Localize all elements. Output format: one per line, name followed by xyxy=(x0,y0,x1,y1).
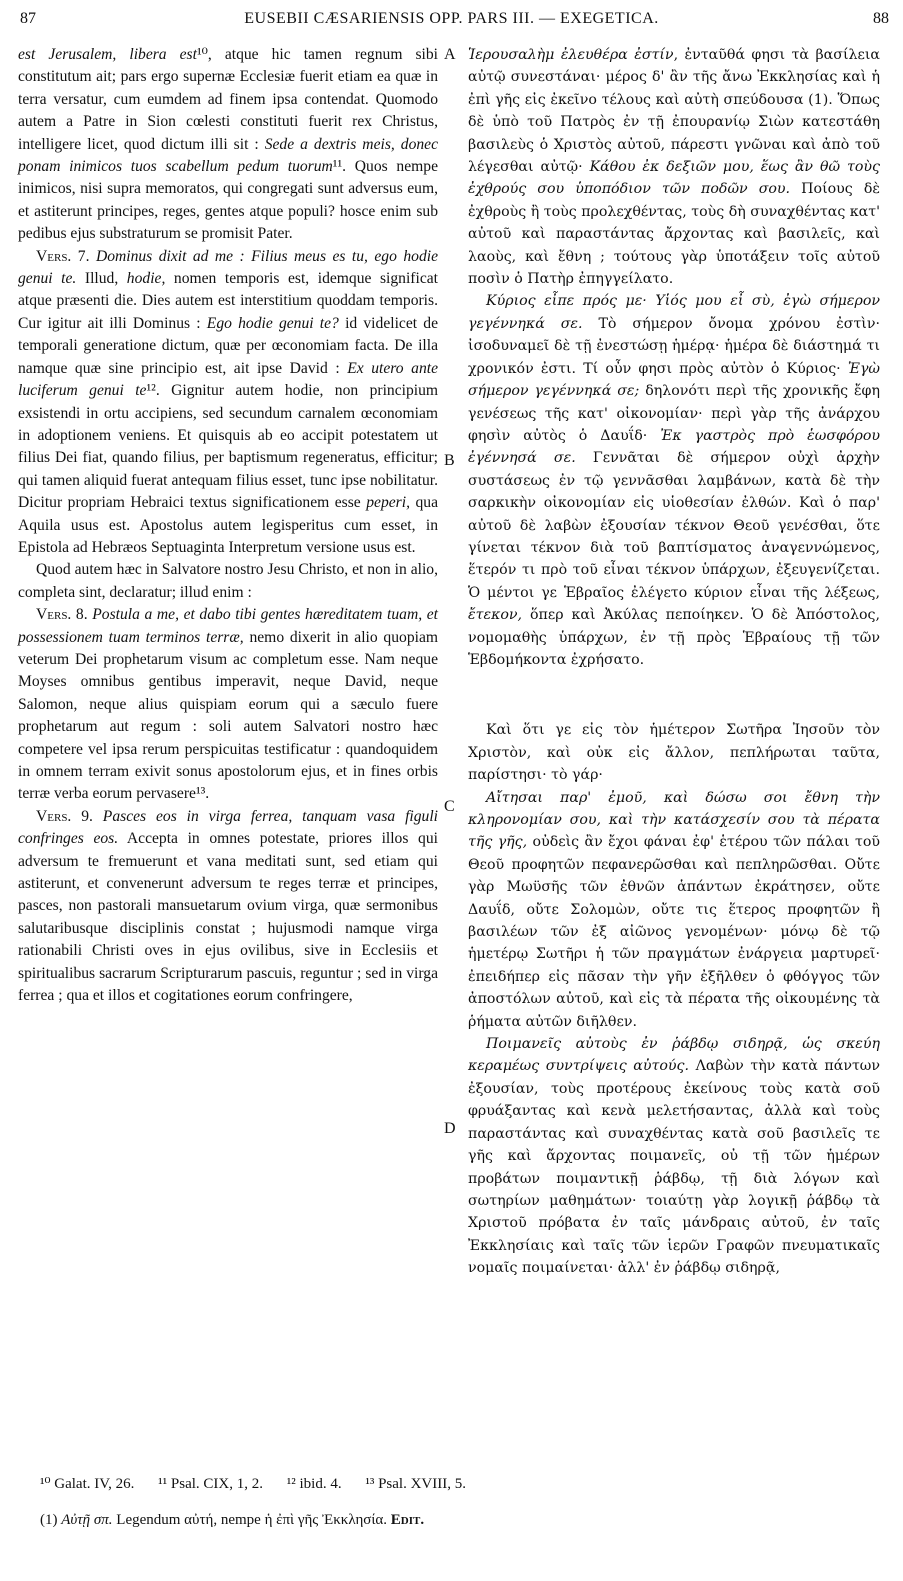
greek-paragraph xyxy=(468,719,880,786)
greek-quote: Ἱερουσαλὴμ ἐλευθέρα ἐστίν xyxy=(468,47,674,63)
note-text: Legendum αὐτή, nempe ἡ ἐπὶ γῆς Ἐκκλησία. xyxy=(116,1512,388,1528)
verse-label: Vers. 7. xyxy=(36,247,90,265)
latin-text: ¹³. xyxy=(195,785,210,803)
latin-paragraph-vers8 xyxy=(18,604,438,806)
latin-paragraph xyxy=(18,559,438,604)
page-number-left: 87 xyxy=(20,10,36,27)
verse-label: Vers. 9. xyxy=(36,807,93,825)
greek-quote: Ποιμανεῖς αὐτοὺς ἐν ῥάβδῳ σιδηρᾷ, ὡς σκεύη κεραμέως συντρίψεις αὐτούς. xyxy=(468,1036,880,1075)
latin-paragraph-vers7 xyxy=(18,246,438,560)
greek-text: Τὸ σήμερον ὄνομα χρόνου ἐστὶν· ἰσοδυναμεῖ δὲ τῇ ἐνεστώσῃ ἡμέρᾳ· ἡμέρα δὲ διάστημά τι χρονικόν ἐστι. Τί οὖν φησι πρὸς αὐτὸν ὁ Κύριος· xyxy=(468,315,881,377)
note-signature: Edit. xyxy=(390,1512,425,1528)
margin-letter-a: A xyxy=(444,46,456,63)
greek-text: Λαβὼν τὴν κατὰ πάντων ἐξουσίαν, τοὺς προτέρους ἐκείνους τοὺς κατὰ σοῦ φρυάξαντας καὶ κενὰ μελετήσαντας, ἀλλὰ καὶ τοὺς παραστάντας καὶ συναχθέντας κατὰ σοῦ βασιλεῖς τε γῆς καὶ ἄρχοντας ποιμανεῖς, οὐ τῇ τῶν ἡμέρων προβάτων ποιμαντικῇ ῥάβδῳ, τῇ διὰ λόγων καὶ σωτηρίων μαθημάτων· τοιαύτῃ γὰρ λογικῇ ῥάβδῳ τὰ Χριστοῦ πρόβατα ἐν ταῖς μάνδραις αὐτοῦ, ἐν ταῖς Ἐκκλησίαις καὶ ταῖς τῶν ἱερῶν Γραφῶν πνευματικαῖς νομαῖς ποιμαίνεται· ἀλλ' ἐν ῥάβδῳ σιδηρᾷ, xyxy=(468,1058,880,1277)
greek-quote: Ἐκ γαστρὸς πρὸ ἑωσφόρου ἐγέννησά σε. xyxy=(468,427,880,467)
latin-quote: Postula a me, et dabo tibi gentes hæreditatem tuam, et possessionem tuam terminos terræ, xyxy=(18,606,438,646)
latin-text: id videlicet de temporali generatione dictum, quæ per œconomiam facta. De illa namque quæ sine principio est, ait ipse David : xyxy=(18,314,438,377)
latin-quote: est Jerusalem, libera est xyxy=(18,46,197,63)
editor-note xyxy=(40,1512,880,1529)
page-number-right: 88 xyxy=(873,10,889,27)
greek-paragraph xyxy=(468,1033,880,1279)
running-title: EUSEBII CÆSARIENSIS OPP. PARS III. — EXEGETICA. xyxy=(244,10,659,27)
greek-quote: Αἴτησαι παρ' ἐμοῦ, καὶ δώσω σοι ἔθνη τὴν κληρονομίαν σου, καὶ τὴν κατάσχεσίν σου τὰ πέρατα τῆς γῆς, xyxy=(468,789,880,851)
footnote: ¹⁰ Galat. IV, 26. xyxy=(40,1476,135,1492)
greek-quote: ἔτεκον, xyxy=(468,607,523,624)
latin-column xyxy=(18,44,438,1007)
latin-text: qua Aquila usus est. Apostolus autem legisperitus cum esset, in Epistola ad Hebræos Septuaginta Interpretum versione usus est. xyxy=(18,494,438,556)
latin-text: Accepta in omnes potestate, priores illos qui adversum te fremuerunt et vana meditati sunt, sed etiam qui astiterunt, et convenerunt adversum te reges terræ et principes, pasces, non pastorali mansuetarum ovium virga, quæ sermonibus salutaribusque disciplinis constat ; hujusmodi namque virga rationabili Christi oves in ejus ovilibus, sive in Ecclesiis et spiritualibus sacrarum Scripturarum pascuis, reguntur ; sed in virga ferrea ; qua et illos et cogitationes eorum confringere, xyxy=(18,830,438,1005)
latin-text: nomen temporis est, idemque significat atque præsenti die. Dies autem est interstitium quoddam temporis. Cur igitur ait illi Dominus : xyxy=(18,270,438,332)
greek-text: δηλονότι περὶ τῆς χρονικῆς ἔφη γενέσεως τῆς κατ' οἰκονομίαν· περὶ γὰρ τῆς ἀνάρχου φησὶν αὐτὸς ὁ Δαυΐδ· xyxy=(468,383,880,444)
latin-quote: Pasces eos in virga ferrea, tanquam vasa figuli confringes eos. xyxy=(18,807,438,848)
greek-quote: Κάθου ἐκ δεξιῶν μου, ἕως ἂν θῶ τοὺς ἐχθρούς σου ὑποπόδιον τῶν ποδῶν σου. xyxy=(468,159,881,198)
latin-quote: peperi, xyxy=(366,494,410,512)
margin-letter-d: D xyxy=(444,1120,456,1137)
footnote: ¹¹ Psal. CIX, 1, 2. xyxy=(158,1476,263,1492)
greek-text: ὅπερ καὶ Ἀκύλας πεποίηκεν. Ὁ δὲ Ἀπόστολος, νομομαθὴς ὑπάρχων, ἐν τῇ πρὸς Ἑβραίους τῇ τῶν Ἑβδομήκοντα ἐχρήσατο. xyxy=(468,607,880,668)
latin-quote: hodie, xyxy=(126,270,166,288)
greek-text: Ποίους δὲ ἐχθροὺς ἢ τοὺς προλεχθέντας, τοὺς δὴ συναχθέντας κατ' αὐτοῦ καὶ παραστάντας ἄρχοντας καὶ βασιλεῖς, καὶ λαοὺς, καὶ ἔθνη ; τούτους γὰρ ὑποτάξειν τοῖς αὐτοῦ ποσὶν ὁ Πατὴρ ἐπηγγείλατο. xyxy=(468,181,880,288)
greek-text: Καὶ ὅτι γε εἰς τὸν ἡμέτερον Σωτῆρα Ἰησοῦν τὸν Χριστὸν, καὶ οὐκ εἰς ἄλλον, πεπλήρωται ταῦτα, παρίστησι· τὸ γάρ· xyxy=(468,722,880,784)
footnotes xyxy=(40,1474,880,1493)
latin-text: ¹¹. Quos nempe inimicos, nisi supra memoratos, qui congregati sunt adversus eum, et astiterunt principes, reges, gentes atque populi? hosce enim sub pedibus ejus substraturum se promisit Pater. xyxy=(18,158,438,243)
latin-text: Quod autem hæc in Salvatore nostro Jesu Christo, et non in alio, completa sint, declaratur; illud enim : xyxy=(18,561,438,601)
greek-paragraph xyxy=(468,787,880,1033)
greek-text: , ἐνταῦθά φησι τὰ βασίλεια αὐτῷ συνεστάναι· μέρος δ' ἂν τῆς ἄνω Ἐκκλησίας καὶ ἡ ἐπὶ γῆς εἰς ἐκεῖνο τέλους καὶ αὐτὴ σπεύδουσα (1). Ὅπως δὲ ὑπὸ τοῦ Πατρὸς ἐν τῇ ἐπουρανίῳ Σιὼν κατεστάθη βασιλεὺς ὁ Χριστὸς αὐτοῦ, πάρεστι γνῶναι καὶ ἀπὸ τοῦ λέγεσθαι αὐτῷ· xyxy=(468,47,880,176)
note-marker: (1) xyxy=(40,1512,58,1528)
greek-column xyxy=(468,44,880,1280)
greek-text: Γεννᾶται δὲ σήμερον οὐχὶ ἀρχὴν συστάσεως ἐν τῷ γεννᾶσθαι λαμβάνων, κατὰ δὲ τὴν σαρκικὴν οἰκονομίαν εἰς υἱοθεσίαν ἐλθών. Καὶ ὁ παρ' αὐτοῦ δὲ λαβὼν ἐξουσίαν τέκνον Θεοῦ γενέσθαι, ὅτε γίνεται τέκνον διὰ τοῦ βαπτίσματος ἀναγεννώμενος, ἕτερόν τι πρὸ τοῦ εἶναι τέκνον ὑπάρχων, ἐξευγενίζεται. Ὁ μέντοι γε Ἑβραῖος ἐλέγετο κύριον εἶναι τῆς λέξεως, xyxy=(468,450,880,601)
greek-quote: Κύριος εἶπε πρός με· Υἱός μου εἶ σὺ, ἐγὼ σήμερον γεγέννηκά σε. xyxy=(468,293,880,332)
latin-quote: Ex utero ante luciferum genui te xyxy=(18,359,438,400)
greek-paragraph xyxy=(468,290,880,671)
latin-paragraph xyxy=(18,44,438,246)
latin-text: ¹⁰, atque hic tamen regnum sibi constitutum ait; pars ergo supernæ Ecclesiæ fuerit etiam ea quæ in terra versatur, cum eumdem ad finem ipsa contendat. Quomodo autem a Patre in Sion cœlesti constituti fuerit rex Christus, intelligere licet, quod dictum illi sit : xyxy=(18,46,439,153)
footnote: ¹³ Psal. XVIII, 5. xyxy=(365,1476,466,1492)
latin-quote: Sede a dextris meis, donec ponam inimicos tuos scabellum pedum tuorum xyxy=(18,135,439,176)
footnote: ¹² ibid. 4. xyxy=(286,1476,342,1492)
latin-quote: Ego hodie genui te? xyxy=(206,314,339,332)
verse-label: Vers. 8. xyxy=(36,606,88,624)
greek-quote: Ἐγὼ σήμερον γεγέννηκά σε; xyxy=(468,360,880,400)
latin-paragraph-vers9 xyxy=(18,806,438,1008)
greek-text: οὐδεὶς ἂν ἔχοι φάναι ἐφ' ἑτέρου τῶν πάλαι τοῦ Θεοῦ προφητῶν πεφανερῶσθαι καὶ πεπληρῶσθαι. Οὔτε γὰρ Μωϋσῆς τῶν ἐθνῶν ἁπάντων ἐκράτησεν, οὔτε Δαυΐδ, οὔτε Σολομὼν, οὔτε τις ἕτερος προφητῶν ἢ βασιλέων τῶν ἐξ αἰῶνος γενομένων· μόνῳ δὲ τῷ ἡμετέρῳ Σωτῆρι ἡ τῶν πραγμάτων ἐνάργεια μαρτυρεῖ· ἐπειδήπερ εἰς πᾶσαν τὴν γῆν ἐξῆλθεν ὁ φθόγγος τῶν ἀποστόλων αὐτοῦ, καὶ εἰς τὰ πέρατα τῆς οἰκουμένης τὰ ῥήματα αὐτῶν διῆλθεν. xyxy=(468,834,880,1030)
margin-letter-b: B xyxy=(444,452,455,469)
margin-letter-c: C xyxy=(444,798,455,815)
note-lemma: Αὐτῇ σπ. xyxy=(61,1512,113,1528)
page-header xyxy=(10,6,893,34)
greek-paragraph xyxy=(468,44,880,290)
latin-quote: Dominus dixit ad me : Filius meus es tu, ego hodie genui te. xyxy=(18,247,438,288)
latin-text: ¹². Gignitur autem hodie, non principium exsistendi in ortu accipiens, sed secundum carnalem œconomiam in adoptionem veniens. Et quisquis ab eo accipit potestatem ut filius Dei fiat, quando filius, per baptismum regeneratus, efficitur; qui tamen aliquid fuerat antequam filius esset, tunc ipse nobilitatur. Dicitur propriam Hebraici textus significationem esse xyxy=(18,382,439,512)
latin-text: nemo dixerit in alio quopiam veterum Dei prophetarum visum ac completum esse. Nam neque Moyses omnibus gentibus imperavit, neque David, neque Salomon, neque alius quispiam eorum qui a sæculo fuere prophetarum aut regum : soli autem Salvatori nostro hæc competere vel ipsa rerum perspicuitas testificatur : quandoquidem in omnem terram exivit sonus apostolorum ejus, et in fines orbis terræ verba eorum pervasere xyxy=(18,628,438,803)
latin-text: Illud, xyxy=(84,270,119,288)
